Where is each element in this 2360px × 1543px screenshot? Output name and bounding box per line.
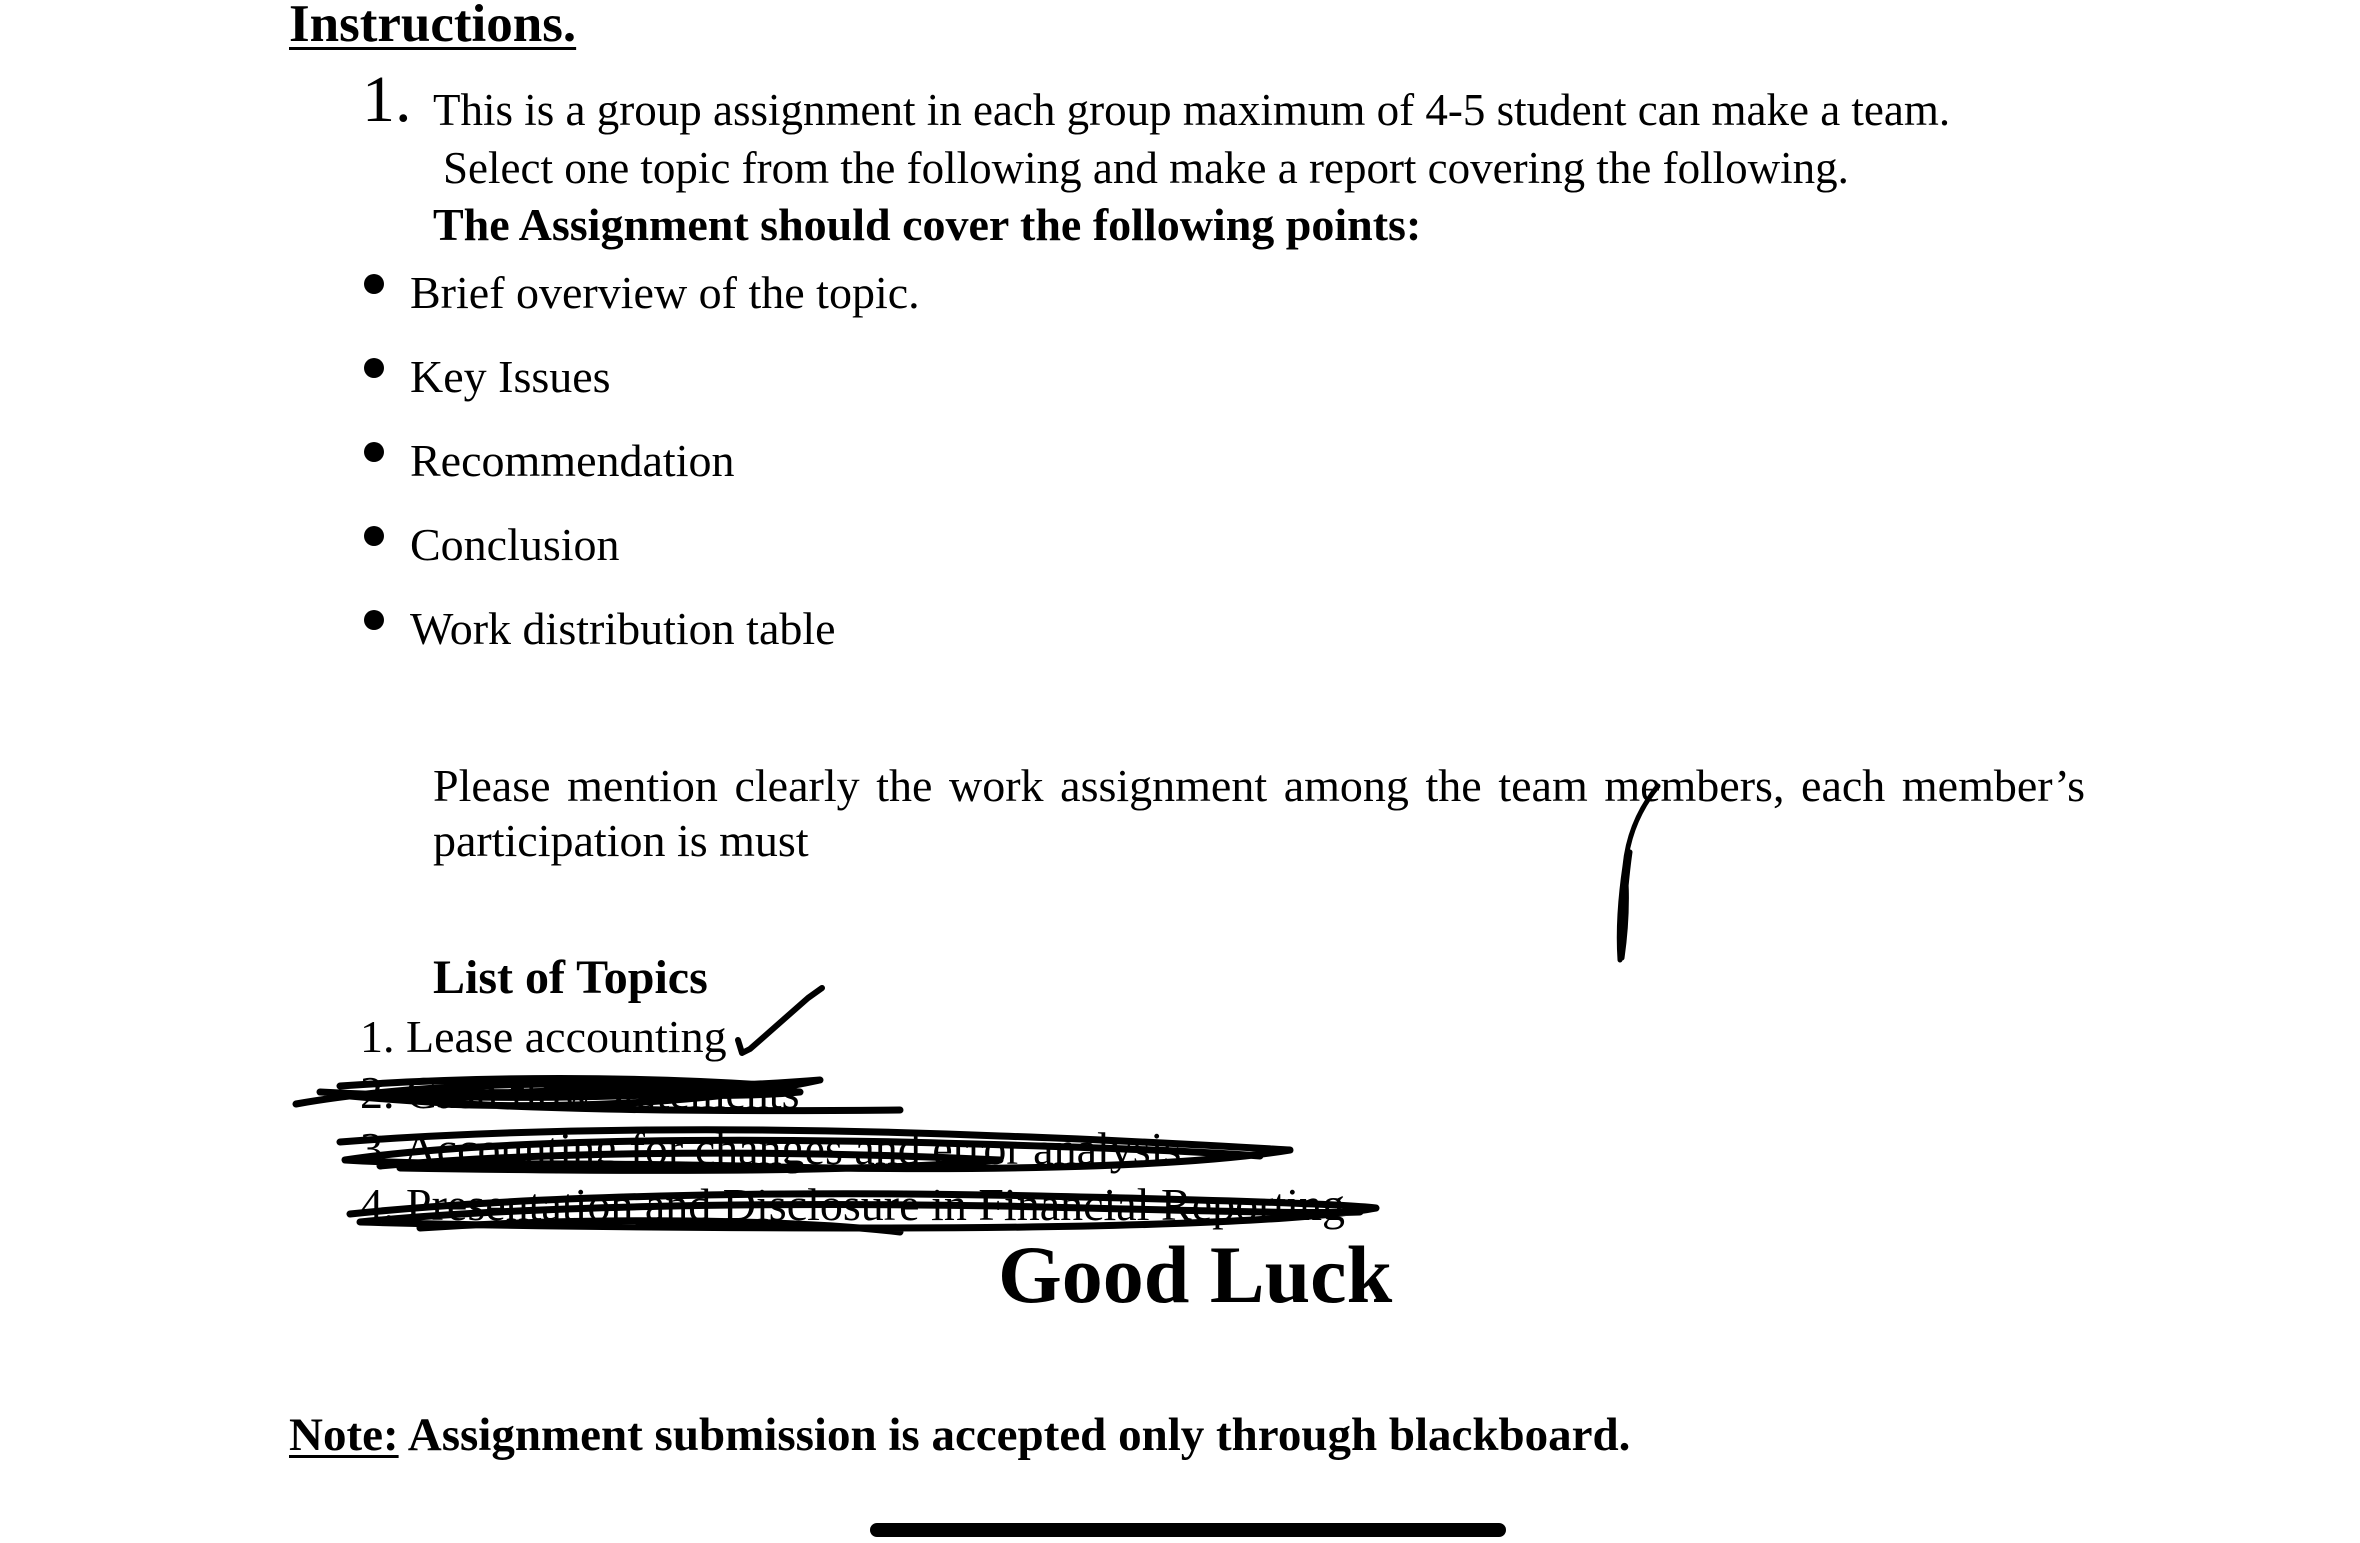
good-luck-text: Good Luck — [998, 1229, 1393, 1320]
point-text: Brief overview of the topic. — [410, 267, 920, 318]
list-item — [358, 258, 920, 342]
bullet-icon — [364, 610, 384, 630]
topic-item-lease-accounting: 1. Lease accounting — [360, 1011, 727, 1062]
intro-line-2: Select one topic from the following and make a report covering the following. — [443, 143, 1849, 193]
point-text: Work distribution table — [410, 603, 836, 654]
point-text: Recommendation — [410, 435, 735, 486]
intro-line-1: This is a group assignment in each group maximum of 4-5 student can make a team. — [433, 85, 1951, 135]
topic-item-presentation-disclosure: 4. Presentation and Disclosure in Financial Reporting — [360, 1179, 1345, 1230]
bullet-icon — [364, 274, 384, 294]
list-item — [358, 426, 920, 510]
bullet-icon — [364, 358, 384, 378]
topic-item-cash-flow: 2. Cash flow statements — [360, 1067, 800, 1118]
footer-note — [289, 1408, 1630, 1462]
bullet-icon — [364, 442, 384, 462]
footer-note-label: Note: — [289, 1409, 399, 1461]
home-indicator[interactable] — [870, 1523, 1506, 1537]
point-text: Conclusion — [410, 519, 620, 570]
point-text: Key Issues — [410, 351, 611, 402]
list-item — [358, 510, 920, 594]
participation-note: Please mention clearly the work assignment among the team members, each member’s participation is must — [433, 760, 2085, 866]
instructions-heading: Instructions. — [289, 0, 577, 53]
points-heading: The Assignment should cover the following points: — [433, 199, 1422, 250]
bullet-icon — [364, 526, 384, 546]
item-number: 1. — [362, 63, 412, 136]
footer-note-text: Assignment submission is accepted only through blackboard. — [398, 1409, 1631, 1461]
checkmark-icon — [738, 988, 822, 1053]
topic-item-accounting-changes: 3. Accounting for changes and error analysis — [360, 1123, 1182, 1174]
list-item — [358, 594, 920, 678]
list-item — [358, 342, 920, 426]
topics-heading: List of Topics — [433, 951, 708, 1004]
points-list — [358, 258, 920, 678]
